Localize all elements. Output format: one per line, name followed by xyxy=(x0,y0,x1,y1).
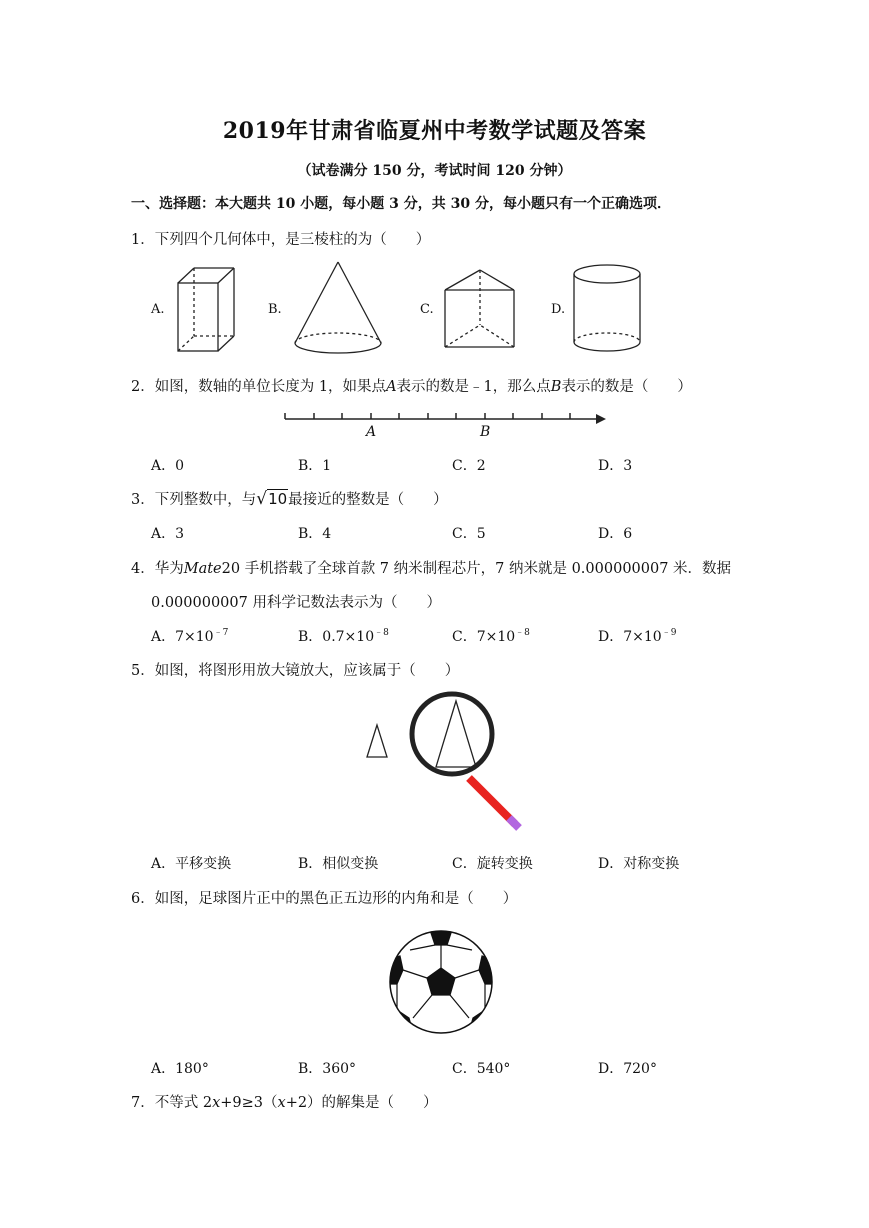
q4-brand: Mate xyxy=(183,561,222,577)
q7-stem-mid: +9≥3（ xyxy=(220,1095,278,1111)
q5-option-b[interactable]: B．相似变换 xyxy=(298,856,379,872)
small-triangle-figure xyxy=(364,722,394,762)
q2-option-a[interactable]: A．0 xyxy=(151,458,185,474)
q4-option-d-exp: ﹣9 xyxy=(661,628,677,638)
question-7-stem xyxy=(131,1091,438,1112)
q6-option-d[interactable]: D．720° xyxy=(598,1061,657,1077)
q2-option-c[interactable]: C．2 xyxy=(452,458,486,474)
number-line-figure xyxy=(280,408,610,438)
q4-option-b[interactable] xyxy=(298,625,389,646)
soccer-ball-figure xyxy=(387,928,497,1038)
q3-option-b[interactable]: B．4 xyxy=(298,526,332,542)
q7-stem-pre: 7．不等式 2 xyxy=(131,1095,213,1111)
q2-point-b: B xyxy=(550,379,562,395)
question-4-line-2: 0.000000007 用科学记数法表示为（ ） xyxy=(151,595,441,611)
triangular-prism-figure xyxy=(440,265,520,350)
q4-option-d-base: D．7×10 xyxy=(598,629,662,645)
q5-option-a[interactable]: A．平移变换 xyxy=(151,856,232,872)
q3-stem-post: 最接近的整数是（ ） xyxy=(288,492,448,508)
q2-stem-pre: 2．如图，数轴的单位长度为 1，如果点 xyxy=(131,379,387,395)
q2-point-a: A xyxy=(386,379,397,395)
q7-stem-post: +2）的解集是（ ） xyxy=(285,1095,438,1111)
q2-option-d[interactable]: D．3 xyxy=(598,458,633,474)
q4-option-a[interactable] xyxy=(151,625,228,646)
axis-arrow xyxy=(596,414,606,424)
question-4-line-1 xyxy=(131,557,731,578)
q6-option-b[interactable]: B．360° xyxy=(298,1061,357,1077)
q5-option-d[interactable]: D．对称变换 xyxy=(598,856,680,872)
q3-option-c[interactable]: C．5 xyxy=(452,526,486,542)
cone-figure xyxy=(290,258,390,358)
q4-line1-pre: 4．华为 xyxy=(131,561,184,577)
q7-var-1: x xyxy=(212,1095,221,1111)
q1-label-d: D. xyxy=(551,302,566,317)
axis-label-a: A xyxy=(366,424,377,440)
cylinder-figure xyxy=(570,262,650,357)
q4-option-a-exp: ﹣7 xyxy=(213,628,229,638)
question-5-stem: 5．如图，将图形用放大镜放大，应该属于（ ） xyxy=(131,663,460,679)
magnifier-handle xyxy=(469,778,515,824)
q3-stem-pre: 3．下列整数中，与 xyxy=(131,492,257,508)
magnifying-glass-figure xyxy=(406,690,536,840)
page-title: 2019年甘肃省临夏州中考数学试题及答案 xyxy=(222,118,647,144)
q4-option-a-base: A．7×10 xyxy=(151,629,214,645)
q4-option-c-exp: ﹣8 xyxy=(515,628,530,638)
question-1-stem: 1．下列四个几何体中，是三棱柱的为（ ） xyxy=(131,232,431,248)
axis-label-b: B xyxy=(480,424,491,440)
q4-option-b-base: B．0.7×10 xyxy=(298,629,375,645)
question-6-stem: 6．如图，足球图片正中的黑色正五边形的内角和是（ ） xyxy=(131,891,518,907)
exam-info: （试卷满分 150 分，考试时间 120 分钟） xyxy=(297,163,572,179)
magnifier-handle-tip xyxy=(509,818,519,828)
q4-option-d[interactable] xyxy=(598,625,676,646)
sqrt-expression: √10 xyxy=(256,489,288,509)
q2-option-b[interactable]: B．1 xyxy=(298,458,332,474)
q3-option-d[interactable]: D．6 xyxy=(598,526,633,542)
q4-option-c[interactable] xyxy=(452,625,530,646)
q7-var-2: x xyxy=(277,1095,286,1111)
question-2-stem xyxy=(131,375,692,396)
rectangular-prism-figure xyxy=(170,265,240,355)
q6-option-c[interactable]: C．540° xyxy=(452,1061,511,1077)
q4-option-b-exp: ﹣8 xyxy=(374,628,389,638)
q4-option-c-base: C．7×10 xyxy=(452,629,516,645)
q6-option-a[interactable]: A．180° xyxy=(151,1061,209,1077)
q1-label-c: C. xyxy=(420,302,434,317)
q1-label-a: A. xyxy=(151,302,165,317)
q3-option-a[interactable]: A．3 xyxy=(151,526,185,542)
q5-option-c[interactable]: C．旋转变换 xyxy=(452,856,533,872)
q1-label-b: B. xyxy=(268,302,282,317)
section-heading: 一、选择题：本大题共 10 小题，每小题 3 分，共 30 分，每小题只有一个正确选项． xyxy=(131,196,671,212)
radicand: 10 xyxy=(268,490,288,508)
q2-stem-post: 表示的数是（ ） xyxy=(561,379,692,395)
q2-stem-mid: 表示的数是﹣1，那么点 xyxy=(396,379,551,395)
question-3-stem xyxy=(131,488,448,509)
q4-line1-post: 20 手机搭载了全球首款 7 纳米制程芯片，7 纳米就是 0.000000007 米．数据 xyxy=(221,561,732,577)
